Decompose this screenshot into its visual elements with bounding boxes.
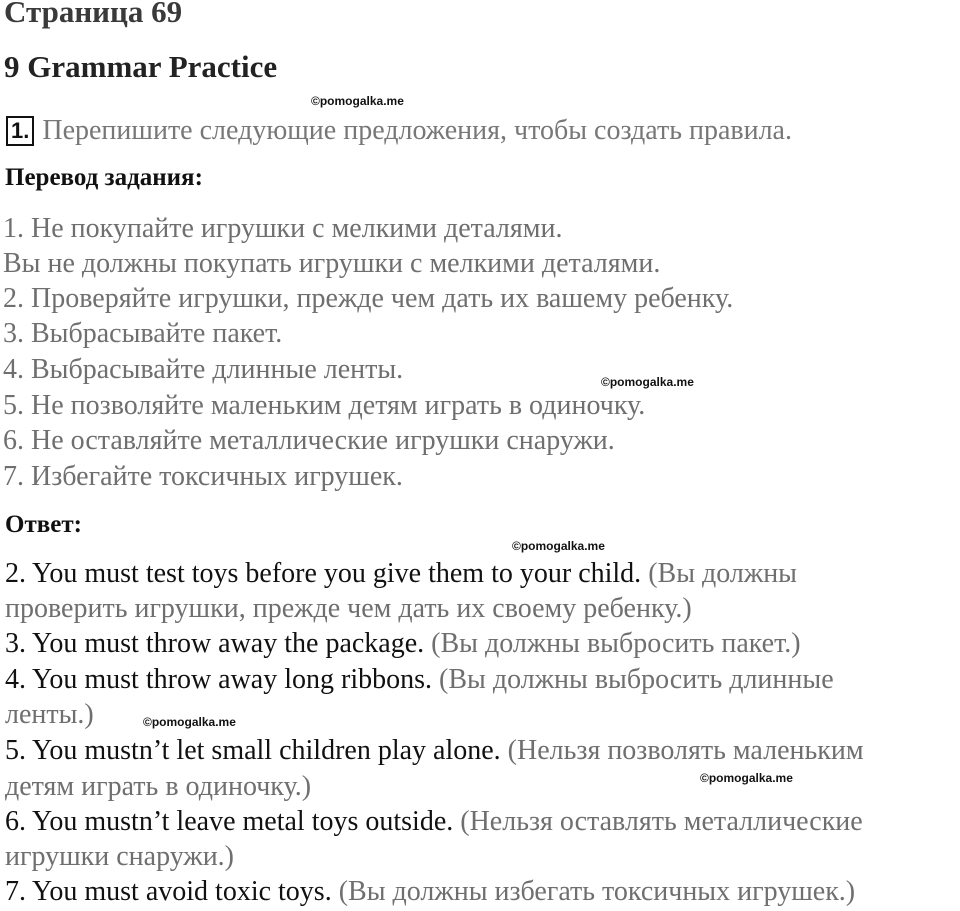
watermark: ©pomogalka.me	[700, 771, 793, 785]
answer-line	[5, 627, 801, 661]
translation-line: 1. Не покупайте игрушки с мелкими деталями.	[3, 213, 563, 244]
answer-english: 7. You must avoid toxic toys.	[5, 876, 332, 907]
watermark: ©pomogalka.me	[601, 375, 694, 389]
watermark: ©pomogalka.me	[311, 94, 404, 108]
answer-english: 5. You mustn’t let small children play alone.	[5, 735, 501, 766]
translation-line: 2. Проверяйте игрушки, прежде чем дать их вашему ребенку.	[3, 283, 734, 314]
answer-line	[5, 557, 797, 591]
answer-english: 2. You must test toys before you give them to your child.	[5, 558, 642, 589]
answer-russian: (Вы должны избегать токсичных игрушек.)	[331, 876, 856, 907]
watermark: ©pomogalka.me	[143, 715, 236, 729]
answer-russian: игрушки снаружи.)	[5, 841, 235, 872]
translation-line: 6. Не оставляйте металлические игрушки снаружи.	[3, 425, 615, 456]
answer-russian: детям играть в одиночку.)	[5, 771, 312, 802]
answer-line	[5, 805, 863, 839]
answer-english: 6. You mustn’t leave metal toys outside.	[5, 806, 454, 837]
task-line	[6, 114, 792, 148]
answer-russian: (Вы должны	[641, 558, 797, 589]
answer-line	[5, 592, 692, 626]
answer-label: Ответ:	[5, 511, 82, 538]
translation-line: 3. Выбрасывайте пакет.	[3, 318, 283, 349]
answer-line	[5, 875, 855, 909]
answer-english: 4. You must throw away long ribbons.	[5, 664, 433, 695]
task-instruction: Перепишите следующие предложения, чтобы создать правила.	[42, 115, 792, 146]
answer-russian: (Вы должны выбросить пакет.)	[424, 628, 801, 659]
answer-russian: (Нельзя позволять маленьким	[500, 735, 864, 766]
answer-line	[5, 663, 834, 697]
answer-english: 3. You must throw away the package.	[5, 628, 425, 659]
answer-russian: (Нельзя оставлять металлические	[453, 806, 863, 837]
translation-line: 4. Выбрасывайте длинные ленты.	[3, 354, 404, 385]
section-heading: 9 Grammar Practice	[4, 49, 278, 84]
answer-line	[5, 698, 94, 732]
answer-russian: проверить игрушки, прежде чем дать их своему ребенку.)	[5, 593, 692, 624]
task-number-box: 1.	[6, 116, 34, 146]
answer-russian: (Вы должны выбросить длинные	[432, 664, 834, 695]
answer-line	[5, 734, 864, 768]
page-number-heading: Страница 69	[4, 0, 183, 29]
translation-line: Вы не должны покупать игрушки с мелкими деталями.	[3, 248, 661, 279]
answer-line	[5, 840, 234, 874]
answer-line	[5, 770, 311, 804]
answer-russian: ленты.)	[5, 699, 94, 730]
watermark: ©pomogalka.me	[512, 539, 605, 553]
translation-line: 7. Избегайте токсичных игрушек.	[3, 461, 403, 492]
translation-label: Перевод задания:	[5, 164, 203, 191]
translation-line: 5. Не позволяйте маленьким детям играть в одиночку.	[3, 390, 646, 421]
